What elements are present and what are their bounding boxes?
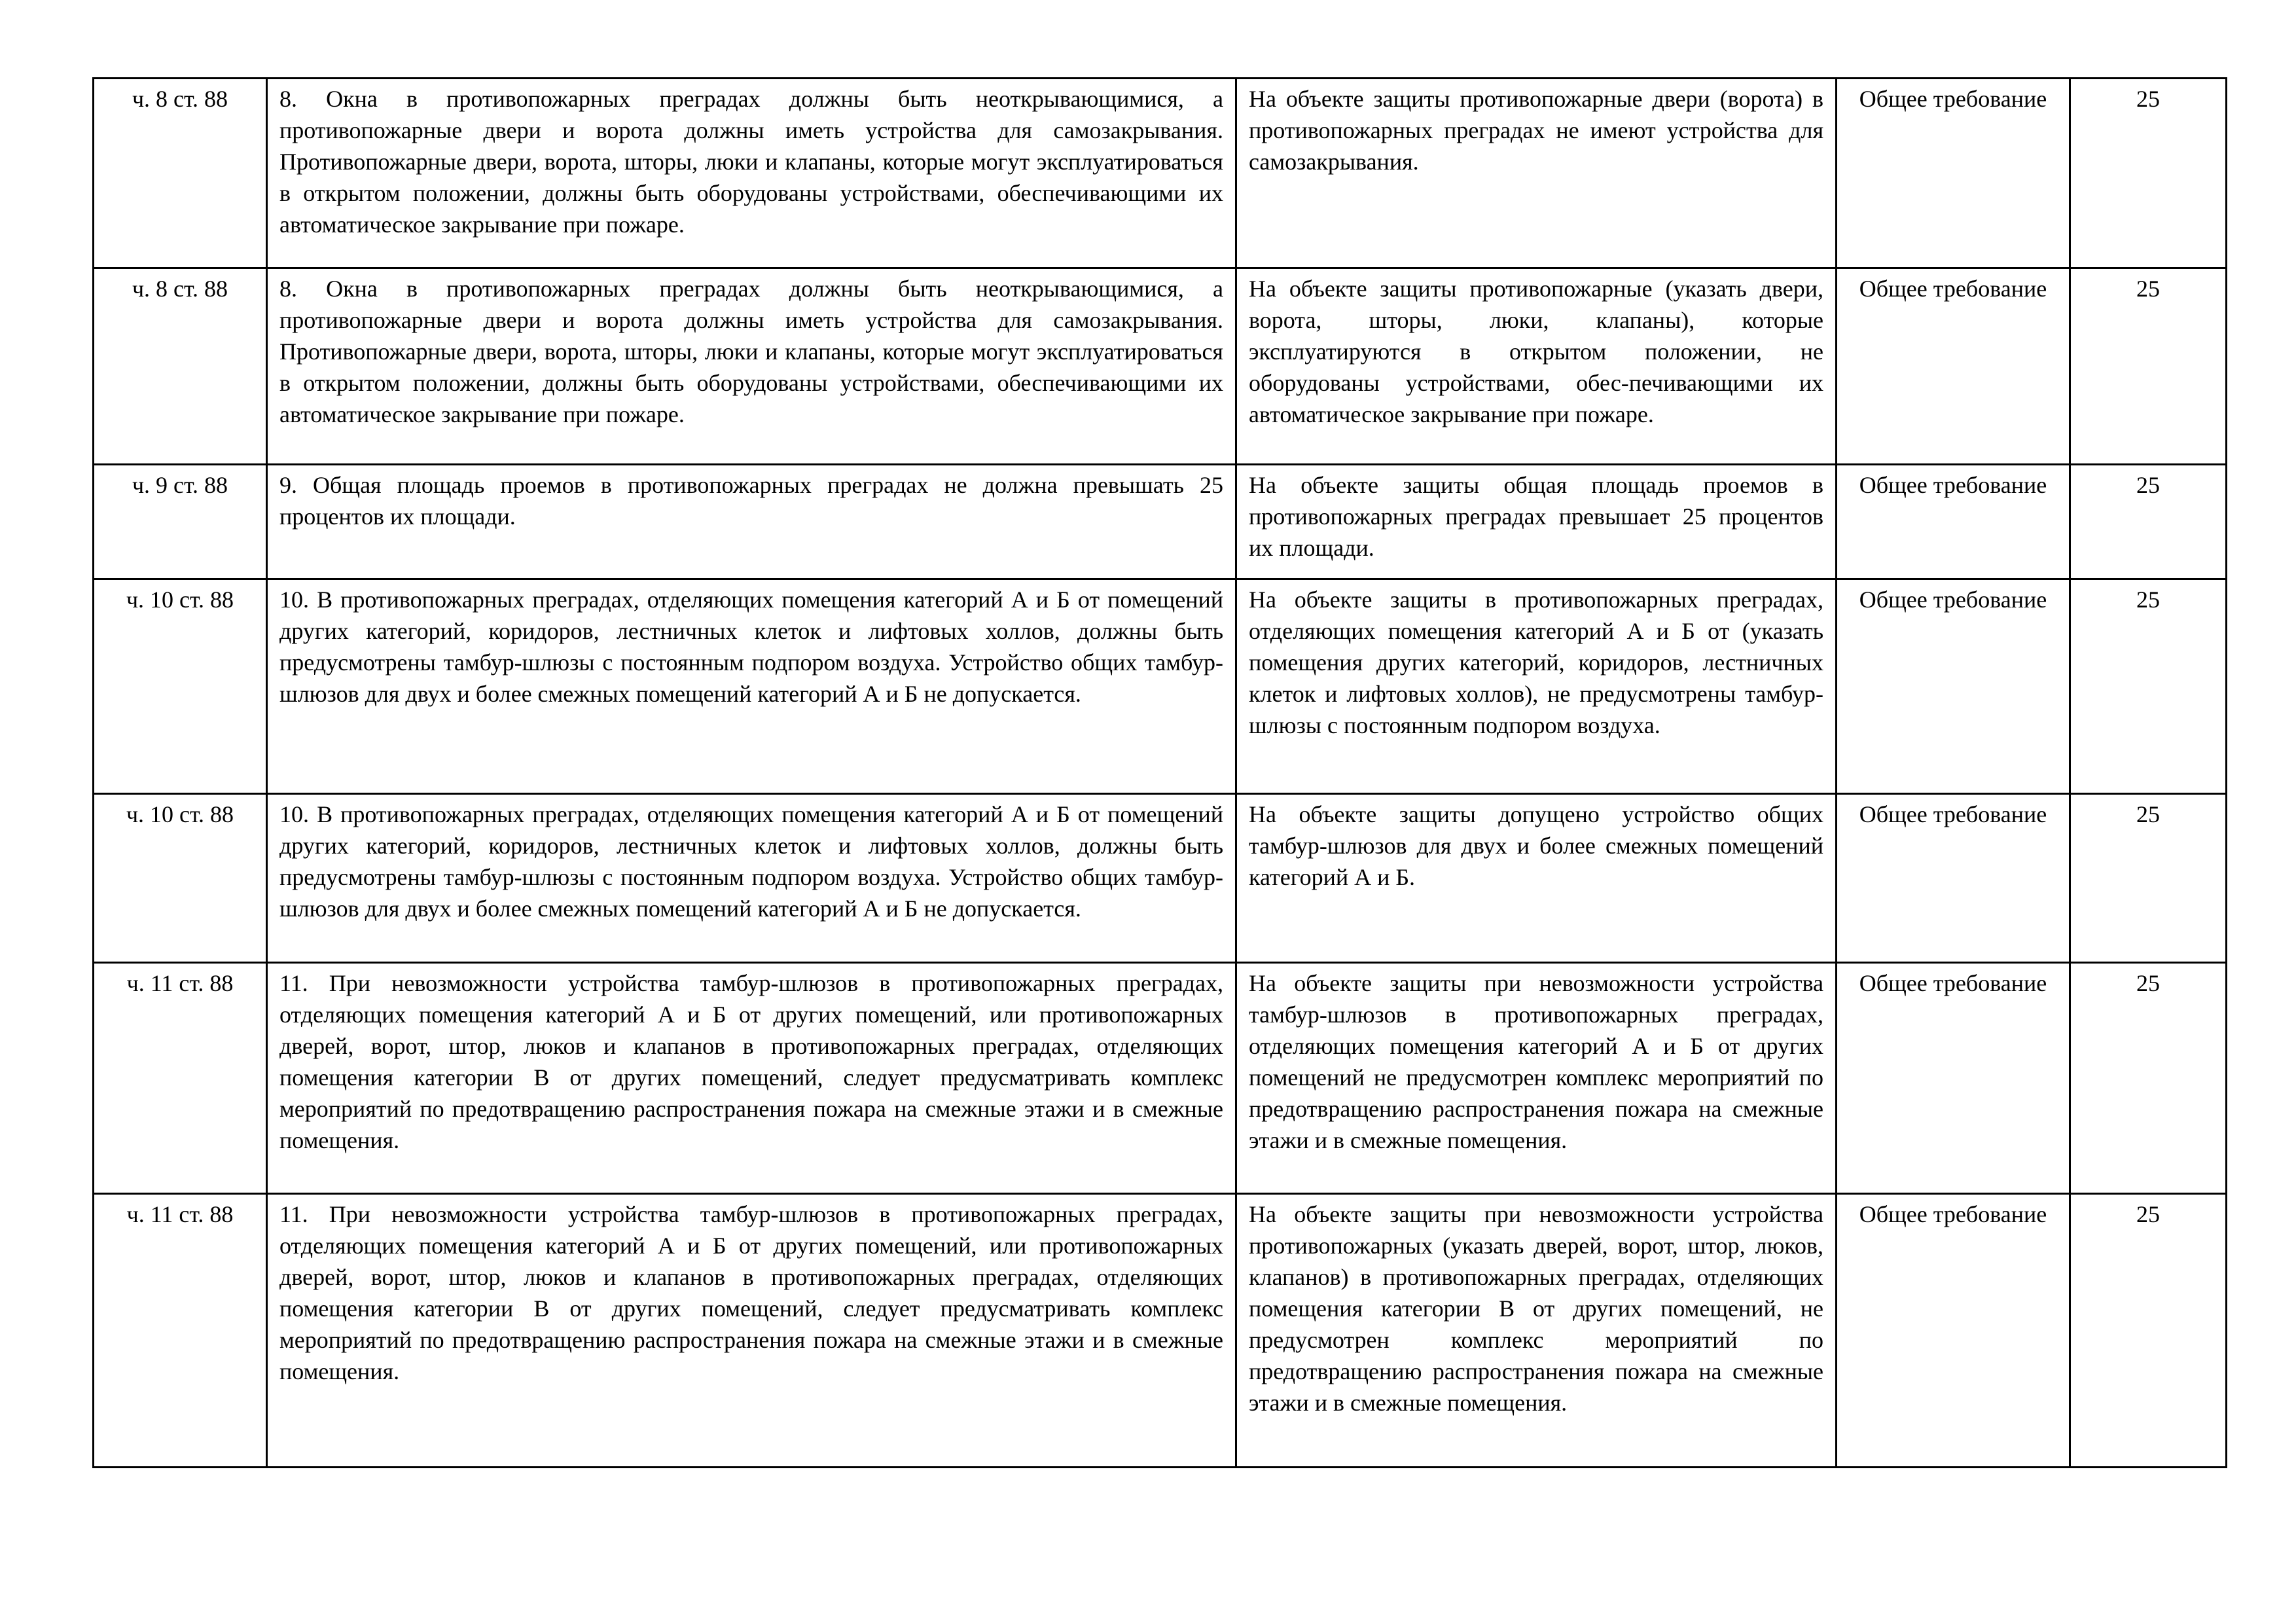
requirement-type: Общее требование (1837, 1194, 2070, 1468)
requirement-type: Общее требование (1837, 794, 2070, 963)
table-row (94, 794, 2227, 963)
article-reference: ч. 11 ст. 88 (94, 963, 267, 1194)
requirement-type: Общее требование (1837, 79, 2070, 268)
violation-text: На объекте защиты при невозможности устройства тамбур-шлюзов в противопожарных преградах, отделяющих помещения категорий А и Б от других помещений не предусмотрен комплекс мероприятий по предотвращению распространения пожара на смежные этажи и в смежные помещения. (1236, 963, 1837, 1194)
row-value: 25 (2070, 794, 2227, 963)
violation-text: На объекте защиты в противопожарных преградах, отделяющих помещения категорий А и Б от (указать помещения других категорий, коридоров, лестничных клеток и лифтовых холлов), не предусмотрены тамбур-шлюзы с постоянным подпором воздуха. (1236, 579, 1837, 794)
article-reference: ч. 11 ст. 88 (94, 1194, 267, 1468)
requirement-text: 10. В противопожарных преградах, отделяющих помещения категорий А и Б от помещений других категорий, коридоров, лестничных клеток и лифтовых холлов, должны быть предусмотрены тамбур-шлюзы с постоянным подпором воздуха. Устройство общих тамбур-шлюзов для двух и более смежных помещений категорий А и Б не допускается. (267, 579, 1236, 794)
row-value: 25 (2070, 268, 2227, 465)
requirement-type: Общее требование (1837, 465, 2070, 579)
article-reference: ч. 8 ст. 88 (94, 268, 267, 465)
violation-text: На объекте защиты общая площадь проемов в противопожарных преградах превышает 25 процентов их площади. (1236, 465, 1837, 579)
requirement-text: 10. В противопожарных преградах, отделяющих помещения категорий А и Б от помещений других категорий, коридоров, лестничных клеток и лифтовых холлов, должны быть предусмотрены тамбур-шлюзы с постоянным подпором воздуха. Устройство общих тамбур-шлюзов для двух и более смежных помещений категорий А и Б не допускается. (267, 794, 1236, 963)
requirement-type: Общее требование (1837, 579, 2070, 794)
row-value: 25 (2070, 465, 2227, 579)
requirement-text: 11. При невозможности устройства тамбур-шлюзов в противопожарных преградах, отделяющих помещения категорий А и Б от других помещений, или противопожарных дверей, ворот, штор, люков и клапанов в противопожарных преградах, отделяющих помещения категории В от других помещений, следует предусматривать комплекс мероприятий по предотвращению распространения пожара на смежные этажи и в смежные помещения. (267, 1194, 1236, 1468)
article-reference: ч. 8 ст. 88 (94, 79, 267, 268)
document-page (92, 77, 2225, 1468)
article-reference: ч. 10 ст. 88 (94, 579, 267, 794)
table-row (94, 465, 2227, 579)
violation-text: На объекте защиты противопожарные (указать двери, ворота, шторы, люки, клапаны), которые эксплуатируются в открытом положении, не оборудованы устройствами, обес-печивающими их автоматическое закрывание при пожаре. (1236, 268, 1837, 465)
article-reference: ч. 10 ст. 88 (94, 794, 267, 963)
article-reference: ч. 9 ст. 88 (94, 465, 267, 579)
requirement-text: 8. Окна в противопожарных преградах должны быть неоткрывающимися, а противопожарные двери и ворота должны иметь устройства для самозакрывания. Противопожарные двери, ворота, шторы, люки и клапаны, которые могут эксплуатироваться в открытом положении, должны быть оборудованы устройствами, обеспечивающими их автоматическое закрывание при пожаре. (267, 79, 1236, 268)
row-value: 25 (2070, 579, 2227, 794)
row-value: 25 (2070, 1194, 2227, 1468)
row-value: 25 (2070, 963, 2227, 1194)
table-row (94, 963, 2227, 1194)
table-row (94, 579, 2227, 794)
requirement-type: Общее требование (1837, 268, 2070, 465)
table-row (94, 79, 2227, 268)
requirement-text: 8. Окна в противопожарных преградах должны быть неоткрывающимися, а противопожарные двери и ворота должны иметь устройства для самозакрывания. Противопожарные двери, ворота, шторы, люки и клапаны, которые могут эксплуатироваться в открытом положении, должны быть оборудованы устройствами, обеспечивающими их автоматическое закрывание при пожаре. (267, 268, 1236, 465)
table-row (94, 1194, 2227, 1468)
violation-text: На объекте защиты допущено устройство общих тамбур-шлюзов для двух и более смежных помещений категорий А и Б. (1236, 794, 1837, 963)
requirement-type: Общее требование (1837, 963, 2070, 1194)
requirement-text: 9. Общая площадь проемов в противопожарных преградах не должна превышать 25 процентов их площади. (267, 465, 1236, 579)
table-row (94, 268, 2227, 465)
requirements-table (92, 77, 2227, 1468)
violation-text: На объекте защиты при невозможности устройства противопожарных (указать дверей, ворот, штор, люков, клапанов) в противопожарных преградах, отделяющих помещения категории В от других помещений, не предусмотрен комплекс мероприятий по предотвращению распространения пожара на смежные этажи и в смежные помещения. (1236, 1194, 1837, 1468)
requirement-text: 11. При невозможности устройства тамбур-шлюзов в противопожарных преградах, отделяющих помещения категорий А и Б от других помещений, или противопожарных дверей, ворот, штор, люков и клапанов в противопожарных преградах, отделяющих помещения категории В от других помещений, следует предусматривать комплекс мероприятий по предотвращению распространения пожара на смежные этажи и в смежные помещения. (267, 963, 1236, 1194)
row-value: 25 (2070, 79, 2227, 268)
violation-text: На объекте защиты противопожарные двери (ворота) в противопожарных преградах не имеют устройства для самозакрывания. (1236, 79, 1837, 268)
